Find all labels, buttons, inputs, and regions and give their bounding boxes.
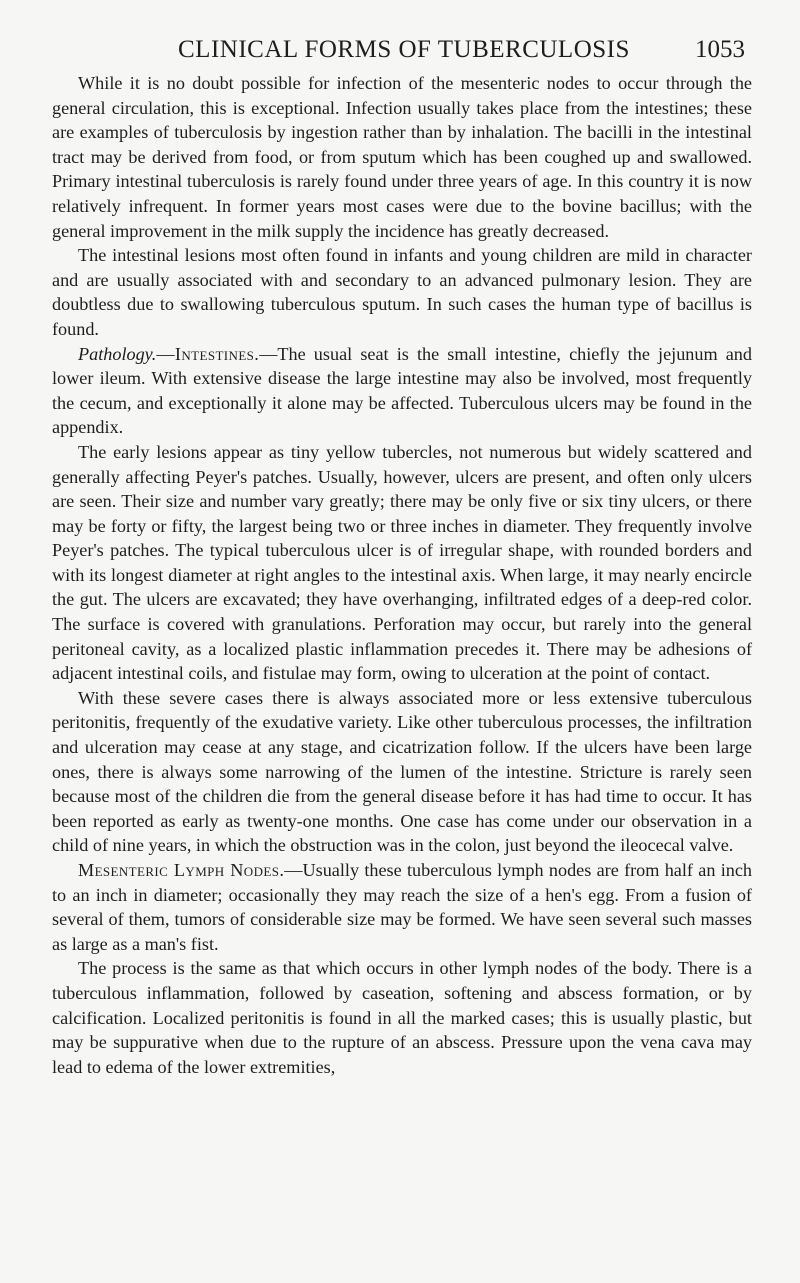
paragraph-peritonitis bbox=[52, 686, 752, 858]
running-head-title: CLINICAL FORMS OF TUBERCULOSIS bbox=[178, 36, 630, 63]
paragraph-text: With these severe cases there is always associated more or less extensive tuberculous peritonitis, frequently of the exudative variety. Like other tuberculous processes, the infiltration and ulceration may cease at any stage, and cicatrization follow. If the ulcers have been large ones, there is always some narrowing of the lumen of the intestine. Stricture is rarely seen because most of the children die from the general disease before it has had time to occur. It has been reported as early as twenty-one months. One case has come under our observation in a child of nine years, in which the obstruction was in the colon, just beyond the ileocecal valve. bbox=[52, 687, 752, 856]
paragraph-text: —Usually these tuberculous lymph nodes are from half an inch to an inch in diameter; occasionally they may reach the size of a hen's egg. From a fusion of several of them, tumors of considerable size may be formed. We have seen several such masses as large as a man's fist. bbox=[52, 860, 753, 954]
body-text bbox=[52, 71, 752, 1079]
paragraph-mesenteric-nodes bbox=[52, 858, 752, 956]
running-head bbox=[0, 36, 800, 64]
page-number: 1053 bbox=[695, 36, 745, 63]
paragraph-text: The intestinal lesions most often found in infants and young children are mild in character and are usually associated with and secondary to an advanced pulmonary lesion. They are doubtless due to swallowing tuberculous sputum. In such cases the human type of bacillus is found. bbox=[52, 245, 752, 339]
paragraph-early-lesions bbox=[52, 440, 752, 686]
intestines-heading: —Intestines. bbox=[156, 343, 260, 364]
pathology-heading: Pathology. bbox=[78, 343, 157, 364]
paragraph-text: The process is the same as that which occurs in other lymph nodes of the body. There is a tuberculous inflammation, followed by caseation, softening and abscess formation, or by calcification. Localized peritonitis is found in all the marked cases; this is usually plastic, but may be suppurative when due to the rupture of an abscess. Pressure upon the vena cava may lead to edema of the lower extremities, bbox=[52, 958, 752, 1077]
paragraph-pathology-intestines bbox=[52, 342, 752, 440]
paragraph-lymph-process bbox=[52, 956, 752, 1079]
paragraph-mesenteric-infection bbox=[52, 71, 752, 243]
paragraph-text: —The usual seat is the small intestine, chiefly the jejunum and lower ileum. With extensive disease the large intestine may also be involved, most frequently the cecum, and exceptionally it alone may be affected. Tuberculous ulcers may be found in the appendix. bbox=[52, 343, 752, 438]
paragraph-text: While it is no doubt possible for infection of the mesenteric nodes to occur through the general circulation, this is exceptional. Infection usually takes place from the intestines; these are examples of tuberculosis by ingestion rather than by inhalation. The bacilli in the intestinal tract may be derived from food, or from sputum which has been coughed up and swallowed. Primary intestinal tuberculosis is rarely found under three years of age. In this country it is now relatively infrequent. In former years most cases were due to the bovine bacillus; with the general improvement in the milk supply the incidence has greatly decreased. bbox=[52, 73, 752, 241]
paragraph-text: The early lesions appear as tiny yellow tubercles, not numerous but widely scattered and generally affecting Peyer's patches. Usually, however, ulcers are present, and often only ulcers are seen. Their size and number vary greatly; there may be only five or six tiny ulcers, or there may be forty or fifty, the largest being two or three inches in diameter. They frequently involve Peyer's patches. The typical tuberculous ulcer is of irregular shape, with rounded borders and with its longest diameter at right angles to the intestinal axis. When large, it may nearly encircle the gut. The ulcers are excavated; they have overhanging, infiltrated edges of a deep-red color. The surface is covered with granulations. Perforation may occur, but rarely into the general peritoneal cavity, as a localized plastic inflammation precedes it. There may be adhesions of adjacent intestinal coils, and fistulae may form, owing to ulceration at the point of contact. bbox=[52, 441, 752, 684]
paragraph-intestinal-lesions bbox=[52, 243, 752, 341]
mesenteric-nodes-heading: Mesenteric Lymph Nodes. bbox=[78, 860, 285, 880]
